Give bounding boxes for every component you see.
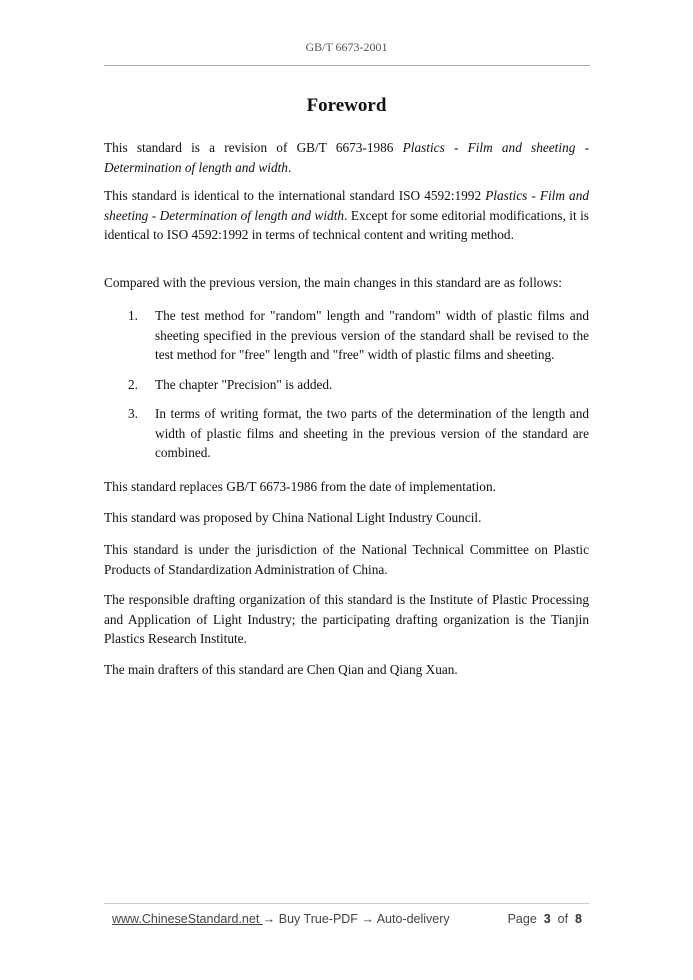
website-link[interactable]: www.ChineseStandard.net <box>112 912 263 926</box>
paragraph-proposed: This standard was proposed by China National Light Industry Council. <box>104 510 482 525</box>
paragraph-drafters: The main drafters of this standard are Chen Qian and Qiang Xuan. <box>104 662 458 677</box>
list-item <box>128 375 589 395</box>
footer-rule <box>104 903 590 904</box>
list-text: The test method for "random" length and "random" width of plastic films and sheeting specified in the previous version of the standard shall be revised to the test method for "free" length and "free" width of plastic films and sheeting. <box>155 308 589 362</box>
paragraph-replaces: This standard replaces GB/T 6673-1986 from the date of implementation. <box>104 479 496 494</box>
text-segment: This standard is a revision of GB/T 6673-1986 <box>104 140 403 155</box>
text-segment: . <box>287 159 292 175</box>
paragraph-changes-intro <box>104 273 589 293</box>
text-segment: This standard is identical to the international standard ISO 4592:1992 <box>104 188 486 203</box>
page-title: Foreword <box>306 95 387 116</box>
paragraph-drafting-org: The responsible drafting organization of this standard is the Institute of Plastic Processing and Application of Light Industry; the participating drafting organization is the Tianjin Plastics Research Institute. <box>104 592 589 646</box>
list-text: The chapter "Precision" is added. <box>155 377 333 392</box>
page-label: Page <box>507 912 537 926</box>
standard-title-italic: Plastics - Film and sheeting - Determination of length and width <box>104 188 589 223</box>
list-number: 2. <box>128 377 138 392</box>
running-header: GB/T 6673-2001 <box>305 40 388 54</box>
total-pages: 8 <box>575 912 582 926</box>
paragraph-revision <box>104 138 589 177</box>
paragraph-identical <box>104 186 589 245</box>
header-rule <box>104 65 590 66</box>
footer-tagline: → Buy True-PDF → Auto-delivery <box>262 912 450 926</box>
list-item <box>128 306 589 365</box>
page-number <box>508 912 582 926</box>
list-text: In terms of writing format, the two parts of the determination of the length and width of plastic films and sheeting in the previous version of the standard are combined. <box>155 406 589 460</box>
standard-title-italic: Plastics - Film and sheeting - Determination of length and width <box>104 140 589 175</box>
paragraph-jurisdiction: This standard is under the jurisdiction of the National Technical Committee on Plastic Products of Standardization Administration of China. <box>104 542 589 577</box>
text-segment: . Except for some editorial modifications, it is identical to ISO 4592:1992 in terms of technical content and writing method. <box>104 207 589 242</box>
list-number: 1. <box>128 308 138 323</box>
page-footer <box>112 912 582 926</box>
current-page: 3 <box>543 912 551 926</box>
of-label: of <box>557 912 569 926</box>
list-number: 3. <box>128 406 138 421</box>
text-segment: Compared with the previous version, the main changes in this standard are as follows: <box>104 275 562 290</box>
list-item <box>128 404 589 463</box>
